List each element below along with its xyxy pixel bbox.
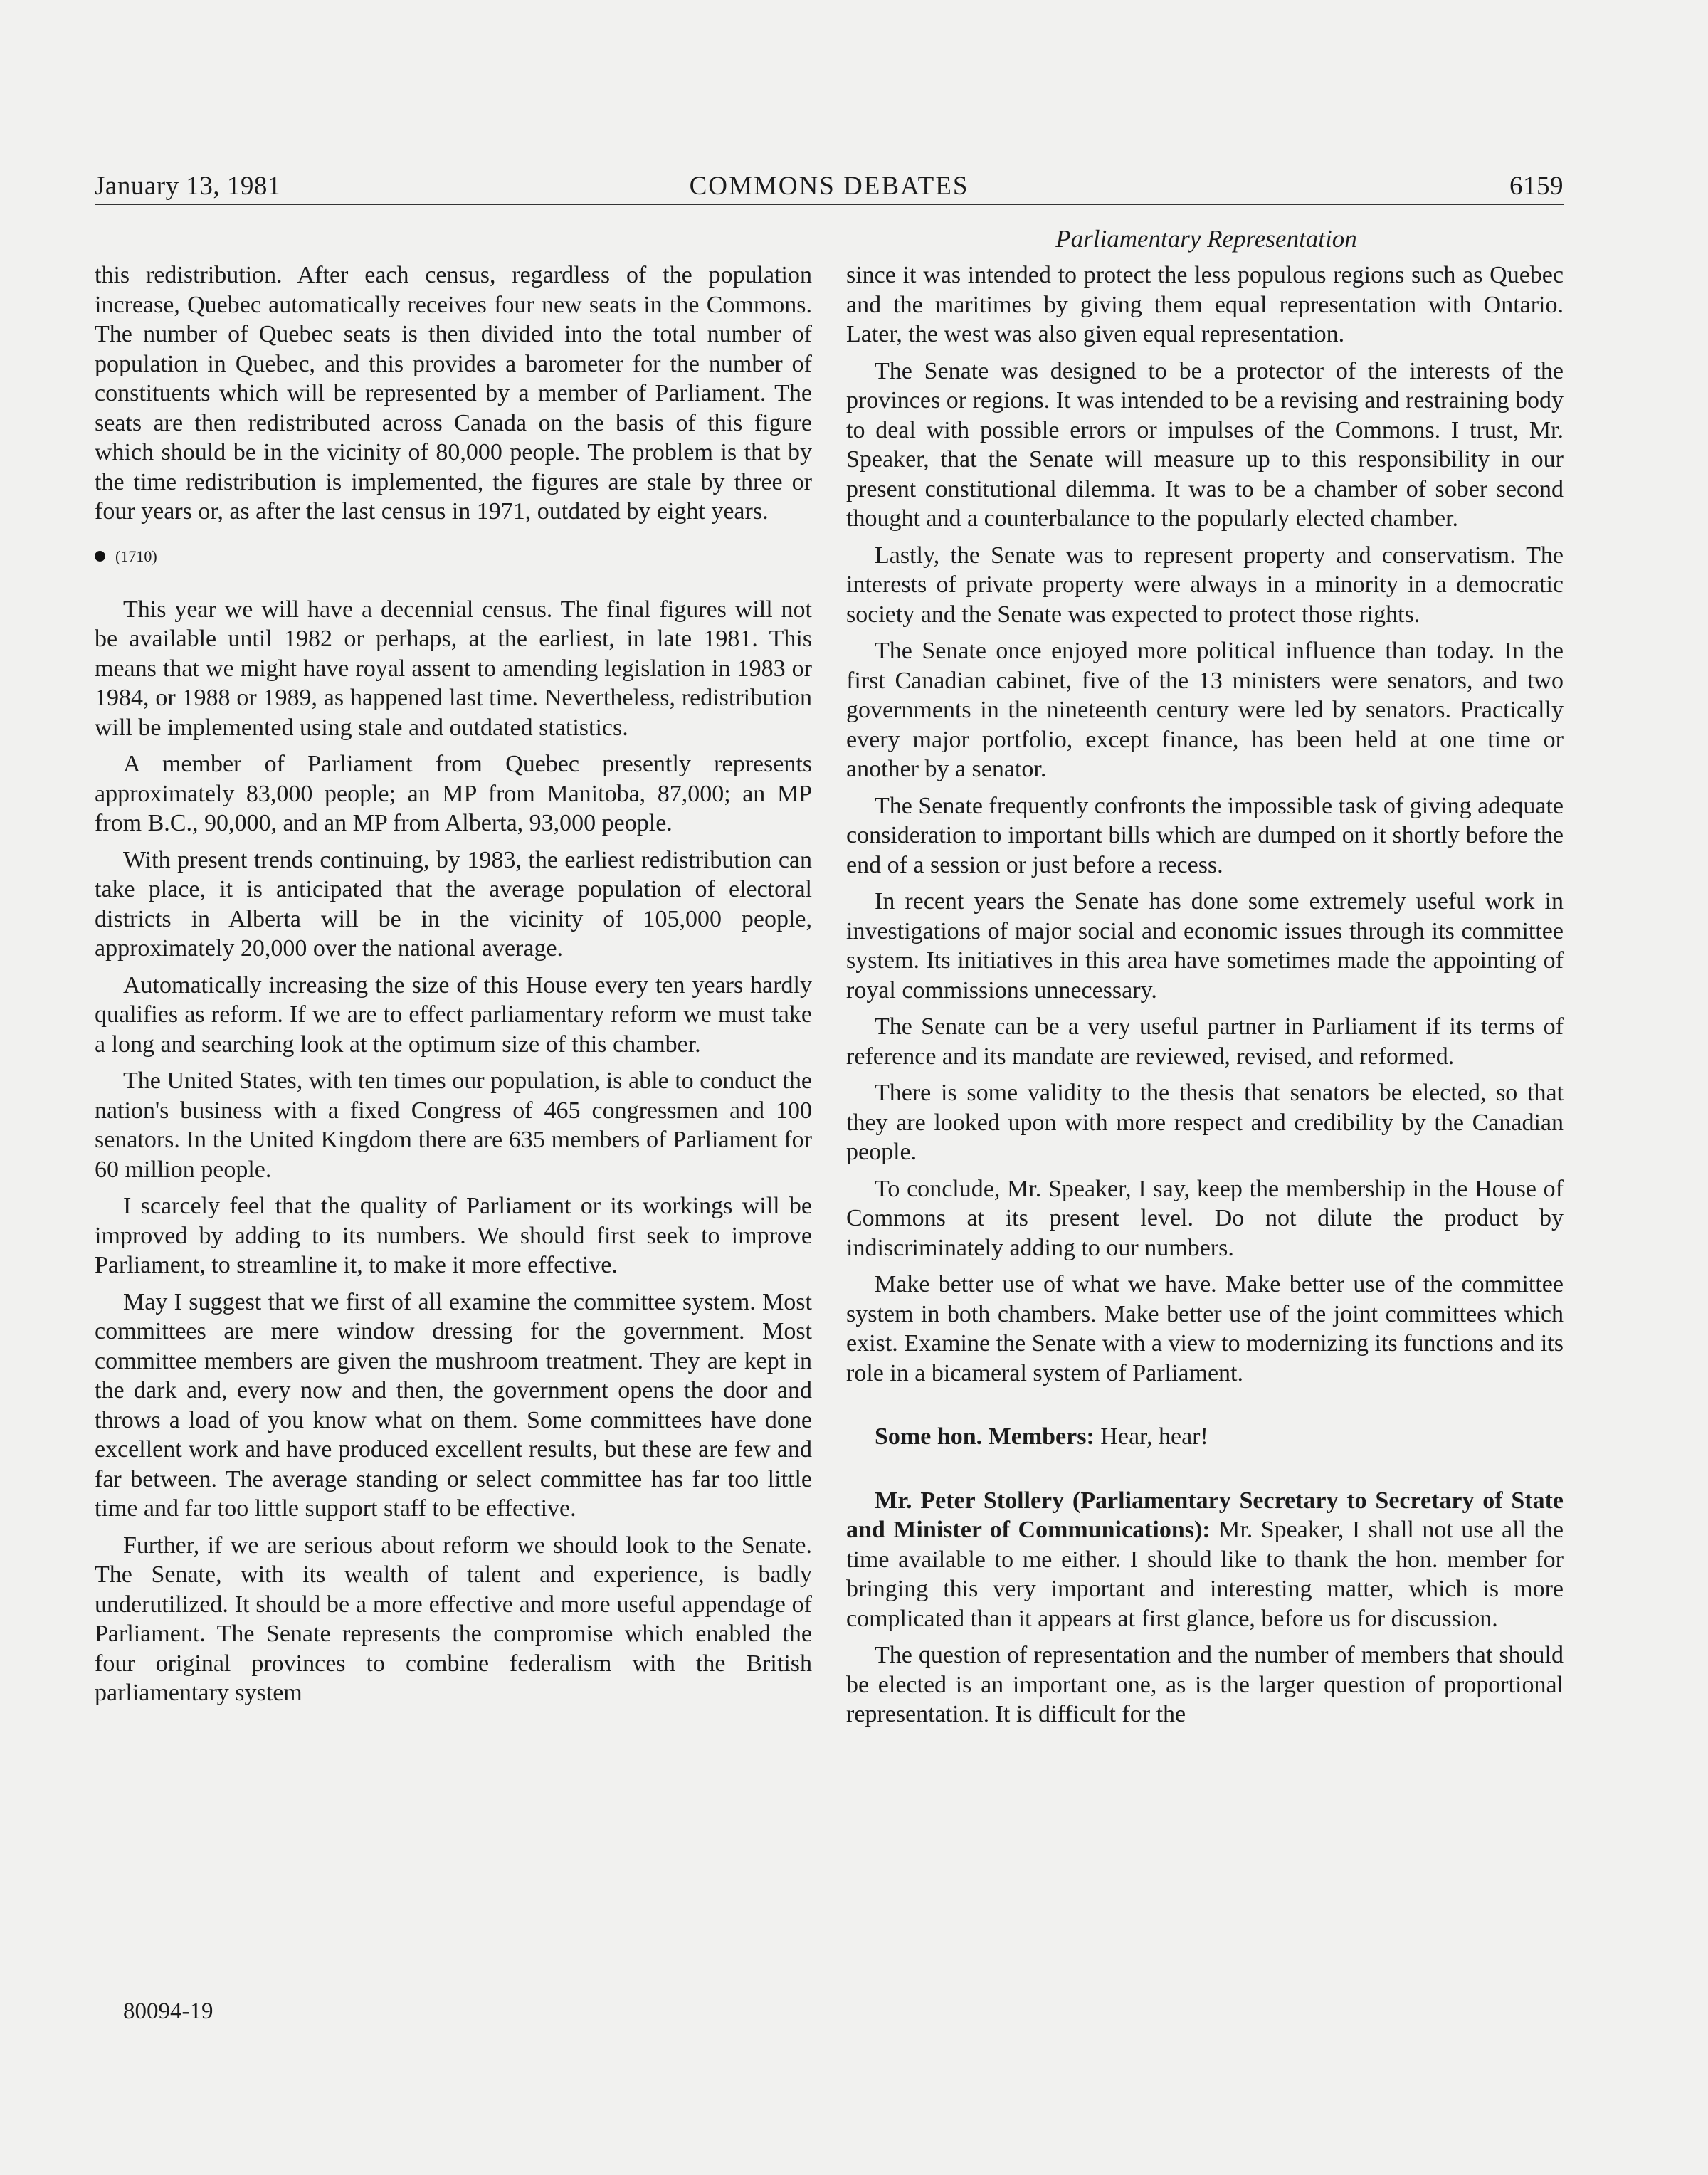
header-title: COMMONS DEBATES [689,172,969,201]
right-column [846,260,1564,1737]
header-date: January 13, 1981 [95,172,281,201]
page-header [95,171,1564,205]
paragraph: The United States, with ten times our population, is able to conduct the nation's business with a fixed Congress of 465 congressmen and 100 senators. In the United Kingdom there are 635 members of Parliament for 60 million people. [95,1068,812,1183]
paragraph: Lastly, the Senate was to represent property and conservatism. The interests of private property were always in a minority in a democratic society and the Senate was expected to protect those rights. [846,542,1564,628]
left-column [95,260,812,1715]
paragraph: To conclude, Mr. Speaker, I say, keep the membership in the House of Commons at its present level. Do not dilute the product by indiscriminately adding to our numbers. [846,1175,1564,1261]
time-marker-label: (1710) [115,547,157,565]
section-title: Parliamentary Representation [1055,225,1357,253]
time-marker [95,547,812,567]
speaker-name: Mr. Peter Stollery (Parliamentary Secretary to Secretary of State and Minister of Communications): [846,1487,1564,1543]
paragraph: This year we will have a decennial census. The final figures will not be available until 1982 or perhaps, at the earliest, in late 1981. This means that we might have royal assent to amending legislation in 1983 or 1984, or 1988 or 1989, as happened last time. Nevertheless, redistribution will be implemented using stale and outdated statistics. [95,596,812,741]
paragraph: There is some validity to the thesis that senators be elected, so that they are looked upon with more respect and credibility by the Canadian people. [846,1080,1564,1165]
paragraph: I scarcely feel that the quality of Parliament or its workings will be improved by adding to its numbers. We should first seek to improve Parliament, to streamline it, to make it more effective. [95,1193,812,1278]
speech-opening [846,1486,1564,1634]
interjection-speaker: Some hon. Members: [875,1423,1095,1450]
paragraph: May I suggest that we first of all examine the committee system. Most committees are mere window dressing for the government. Most committee members are given the mushroom treatment. They are kept in the dark and, every now and then, the government opens the door and throws a load of you know what on them. Some committees have done excellent work and have produced excellent results, but these are few and far between. The average standing or select committee has far too little time and far too little support staff to be effective. [95,1288,812,1522]
paragraph: The Senate was designed to be a protector of the interests of the provinces or regions. It was intended to be a revising and restraining body to deal with possible errors or impulses of the Commons. I trust, Mr. Speaker, that the Senate will measure up to this responsibility in our present constitutional dilemma. It was to be a chamber of sober second thought and a counterbalance to the popularly elected chamber. [846,357,1564,532]
paragraph: The Senate can be a very useful partner in Parliament if its terms of reference and its mandate are reviewed, revised, and reformed. [846,1013,1564,1070]
paragraph: In recent years the Senate has done some extremely useful work in investigations of major social and economic issues through its committee system. Its initiatives in this area have sometimes made the appointing of royal commissions unnecessary. [846,888,1564,1004]
paragraph: With present trends continuing, by 1983, the earliest redistribution can take place, it is anticipated that the average population of electoral districts in Alberta will be in the vicinity of 105,000 people, approximately 20,000 over the national average. [95,846,812,962]
paragraph: The question of representation and the number of members that should be elected is an important one, as is the larger question of proportional representation. It is difficult for the [846,1642,1564,1727]
speech-text: Mr. Speaker, I shall not use all the time available to me either. I should like to thank the hon. member for bringing this very important and interesting matter, which is more complicated than it appears at first glance, before us for discussion. [846,1517,1564,1632]
footer-code: 80094-19 [123,1998,214,2024]
paragraph: Further, if we are serious about reform we should look to the Senate. The Senate, with its wealth of talent and experience, is badly underutilized. It should be a more effective and more useful appendage of Parliament. The Senate represents the compromise which enabled the four original provinces to combine federalism with the British parliamentary system [95,1532,812,1706]
header-page-number: 6159 [1509,172,1564,201]
paragraph: Make better use of what we have. Make better use of the committee system in both chambers. Make better use of the joint committees which exist. Examine the Senate with a view to modernizing its functions and its role in a bicameral system of Parliament. [846,1271,1564,1386]
paragraph: Automatically increasing the size of this House every ten years hardly qualifies as reform. If we are to effect parliamentary reform we must take a long and searching look at the optimum size of this chamber. [95,971,812,1058]
interjection-text: Hear, hear! [1100,1423,1208,1450]
bullet-icon [95,551,105,562]
interjection [846,1422,1564,1452]
paragraph: this redistribution. After each census, regardless of the population increase, Quebec automatically receives four new seats in the Commons. The number of Quebec seats is then divided into the total number of population in Quebec, and this provides a barometer for the number of constituents which will be represented by a member of Parliament. The seats are then redistributed across Canada on the basis of this figure which should be in the vicinity of 80,000 people. The problem is that by the time redistribution is implemented, the figures are stale by three or four years or, as after the last census in 1971, outdated by eight years. [95,262,812,525]
paragraph: The Senate frequently confronts the impossible task of giving adequate consideration to important bills which are dumped on it shortly before the end of a session or just before a recess. [846,792,1564,878]
paragraph: The Senate once enjoyed more political influence than today. In the first Canadian cabinet, five of the 13 ministers were senators, and two governments in the nineteenth century were led by senators. Practically every major portfolio, except finance, has been held at one time or another by a senator. [846,638,1564,782]
paragraph: A member of Parliament from Quebec presently represents approximately 83,000 people; an MP from Manitoba, 87,000; an MP from B.C., 90,000, and an MP from Alberta, 93,000 people. [95,751,812,836]
paragraph: since it was intended to protect the less populous regions such as Quebec and the maritimes by giving them equal representation with Ontario. Later, the west was also given equal representation. [846,262,1564,347]
